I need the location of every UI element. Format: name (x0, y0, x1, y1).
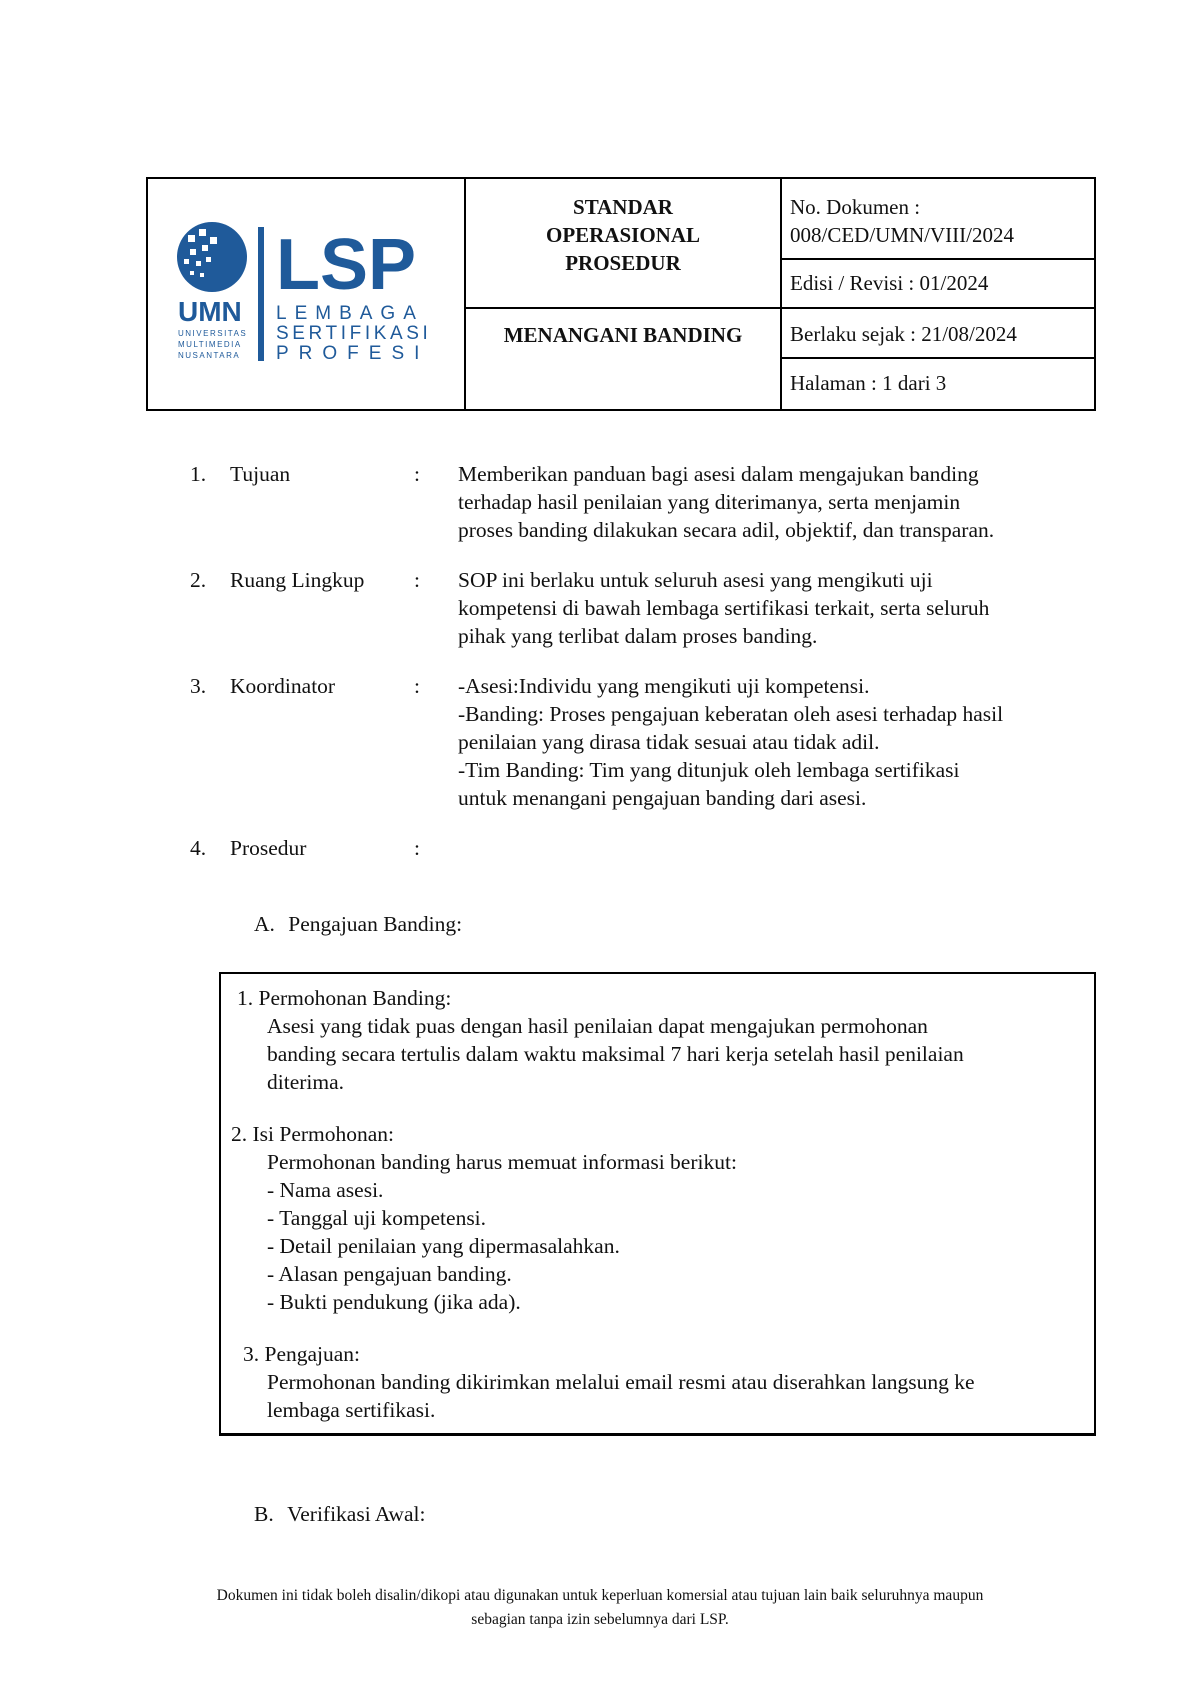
logo-cell (148, 179, 464, 409)
svg-text:PROFESI: PROFESI (276, 343, 430, 364)
svg-text:LEMBAGA: LEMBAGA (276, 303, 424, 324)
umn-text: UMN (178, 296, 242, 327)
header-divider (780, 258, 1094, 260)
header-table (146, 177, 1096, 411)
svg-text:MULTIMEDIA: MULTIMEDIA (178, 340, 242, 349)
berlaku-sejak: Berlaku sejak : 21/08/2024 (790, 322, 1017, 346)
subsection-a: A. Pengajuan Banding: (254, 912, 463, 936)
header-divider (780, 357, 1094, 359)
doc-type: STANDAR OPERASIONAL PROSEDUR (545, 195, 701, 275)
svg-text:SERTIFIKASI: SERTIFIKASI (276, 323, 432, 344)
edisi-revisi: Edisi / Revisi : 01/2024 (790, 271, 989, 295)
halaman: Halaman : 1 dari 3 (790, 371, 947, 395)
no-dokumen: No. Dokumen : 008/CED/UMN/VIII/2024 (790, 195, 1014, 247)
footer-disclaimer: Dokumen ini tidak boleh disalin/dikopi atau digunakan untuk keperluan komersial atau tujuan lain baik seluruhnya maupun sebagian tanpa izin sebelumnya dari LSP. (216, 1587, 984, 1628)
subsection-b: B. Verifikasi Awal: (254, 1502, 426, 1526)
svg-text:UNIVERSITAS: UNIVERSITAS (178, 329, 248, 338)
header-divider (780, 179, 782, 409)
svg-text:NUSANTARA: NUSANTARA (178, 351, 241, 360)
globe-icon (177, 222, 247, 292)
umn-lsp-logo (176, 219, 446, 369)
lsp-text: LSP (276, 225, 417, 305)
pengajuan-box: 1. Permohonan Banding: Asesi yang tidak puas dengan hasil penilaian dapat mengajukan permohonan banding secara tertulis dalam waktu maksimal 7 hari kerja setelah hasil penilaian diterima. 2. Isi Permohonan: Permohonan banding harus memuat informasi berikut: - Nama asesi. - Tanggal uji kompetensi. - Detail penilaian yang dipermasalahkan. - Alasan pengajuan banding. - Bukti pendukung (jika ada). 3. Pengajuan: Permohonan banding dikirimkan melalui email resmi atau diserahkan langsung ke lembaga sertifikasi. (219, 972, 1096, 1436)
doc-title: MENANGANI BANDING (503, 323, 743, 347)
header-divider (464, 307, 1094, 309)
